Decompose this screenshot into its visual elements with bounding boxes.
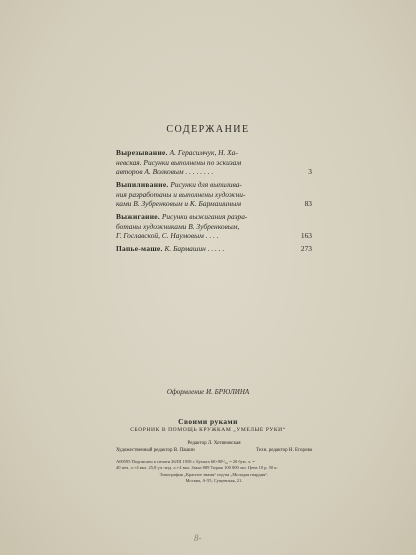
imprint-line: Типография „Красное знамя“ изд-ва „Молодая гвардия“. <box>159 471 269 477</box>
imprint-line: 40 печ. л.+4 вкл. 25,8 уч.-изд. л.+4 вкл. Заказ 889 Тираж 100 000 экз. Цена 10 р. 50 к. <box>116 465 278 471</box>
imprint-line: Москва, А-55, Сущевская, 21. <box>185 478 243 484</box>
toc-line: ботаны художниками В. Зубренковым, <box>116 221 240 231</box>
toc-page-number: 83 <box>304 199 312 209</box>
toc-page-number: 163 <box>300 231 312 241</box>
toc-line: авторов А. Волковым . . . . . . . . <box>116 167 214 177</box>
toc-line: ками В. Зубренковым и К. Бармашиным <box>116 199 241 209</box>
imprint-line: А00595 Подписано к печати 26/III 1958 г. Бумага 60×90¹/₁₆ = 20 бум. л. = <box>116 459 255 464</box>
toc-line: Г. Гославской, С. Наумовым . . . . <box>116 231 219 241</box>
toc-line: А. Герасимчук, Н. Ха- <box>169 148 238 157</box>
toc-entry <box>116 244 312 254</box>
design-credit: Оформление И. БРЮЛИНА <box>166 388 250 396</box>
toc-title: Папье-маше. <box>116 244 163 253</box>
tech-editor-line: Техн. редактор Н. Егорова <box>256 447 312 453</box>
toc-line: Рисунки для выпилива- <box>170 180 242 189</box>
editor-line: Редактор Л. Хотяновская <box>187 441 241 446</box>
pencil-mark: 8- <box>194 533 202 543</box>
toc-line: ния разработаны и выполнены художни- <box>116 189 246 199</box>
toc-page-number: 273 <box>300 244 312 253</box>
toc-entry <box>116 180 312 210</box>
editors-block <box>116 441 312 454</box>
imprint-block <box>116 459 312 485</box>
book-subtitle: СБОРНИК В ПОМОЩЬ КРУЖКАМ „УМЕЛЫЕ РУКИ“ <box>130 427 286 433</box>
toc-line: Рисунки выжигания разра- <box>161 212 248 221</box>
book-title: Своими руками <box>178 417 238 426</box>
toc-title: Выжигание. <box>116 212 161 221</box>
toc-line: невская. Рисунки выполнены по эскизам <box>116 157 242 167</box>
toc-line: К. Бармашин . . . . . <box>164 244 225 253</box>
toc-entry <box>116 212 312 242</box>
art-editor-line: Художественный редактор В. Пашин <box>116 447 195 453</box>
contents-heading: СОДЕРЖАНИЕ <box>166 124 250 135</box>
toc-entry <box>116 148 312 178</box>
toc-page-number: 3 <box>308 167 312 177</box>
toc-title: Вырезывание. <box>116 148 168 157</box>
toc-title: Выпиливание. <box>116 180 169 189</box>
